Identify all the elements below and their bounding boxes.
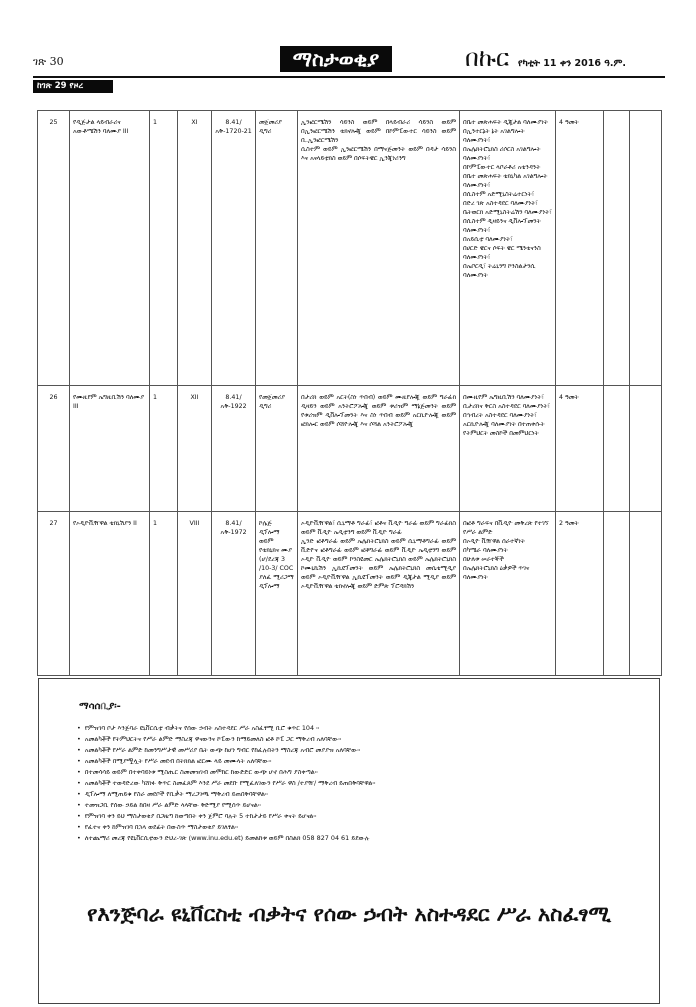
list-item: • አመልካቾች ተወዳድረው ካሸነፉ ቅጥር ስመፈጸም እንደ ሥራ መደቡ የሚፈለገውን የሥራ ዋስ /ተያዥ/ ማቅረብ ይጠበቅባቸዋል፡፡ [77, 778, 637, 789]
required-qualification: ኮሌጅ ዲፕሎማ ወይም የቴክኒክና ሙያ (ሆ/ደረጃ 3 /10-3/ COC ያለፈ ሚሪጋማ ዲፕሎማ [256, 512, 298, 676]
vacancy-count: 1 [150, 111, 178, 386]
newspaper-name: በኩር [465, 44, 510, 72]
job-code: 8.41/አቅ-1972 [212, 512, 256, 676]
empty-cell [604, 111, 630, 386]
job-code: 8.41/አቅ-1922 [212, 386, 256, 512]
list-item: • በተመሳሳይ ወይም በተቀባይነቱ ሚስጢር ስመመዝገብ መሞከር ከውድድር ውጭ ሆኖ በሕግ ያስቀጣል፡፡ [77, 767, 637, 778]
issuer-title: የእንጅባራ ዩኒቨርስቲ ብቃትና የሰው ኃብት አስተዳደር ሥራ አስፈፃሚ [87, 901, 611, 926]
header-rule [33, 76, 665, 78]
job-grade: XII [178, 386, 212, 512]
field-of-study: ኦዲዮቪዥዋል፣ ሲኒማቶ ግራፊ፣ ፎቶና ቪዲዮ ግራፊ ወይም ግራፊክስ ወይም ቪዲዮ ኤዲቲንግ ወይም ቪዲዮ ግራፊ ኢንድ ፎቶግራፊ ወይም ኤሌክትሮኒክስ ወይም ሲኒማቶግራፊ ወይም ቪድዮና ፎቶግራፊ ወይም ፎቶግራፊ ወይም ቪዲዮ ኤዲቲንግ ወይም ኦዲዮ ቪዲዮ ወይም ኮንስዩመር ኤሌክትሮኒክስ ወይም ኤሌክትሮኒክስ ኮሙኒኬሽን ኢኪዩፕመንት ወይም ኤሌክትሮኒክስ መሴቴሚዲያ ወይም ኦዲዮቪዥዋል ኢኪዩፕመንት ወይም ዲጂታል ሚዲያ ወይም ኦዲዮቪዥዋል ቴክኖሎጂ ወይም ድምጽ ፕሮዳክሽን [298, 512, 460, 676]
job-code: 8.41/አቅ-1720-21 [212, 111, 256, 386]
empty-cell [630, 111, 662, 386]
notes-heading: ማሳሰቢያ፡- [79, 701, 121, 712]
masthead-banner: ማስታወቂያ [280, 46, 392, 72]
list-item: • ዲፕሎማ ለሚጠይቁ የስራ መደቦች የቢቃት ማረጋገጫ ማቅረብ ይጠበቅባቸዋል፡፡ [77, 789, 637, 800]
row-number: 26 [38, 386, 70, 512]
table-row [38, 386, 662, 512]
empty-cell [604, 386, 630, 512]
vacancy-table [37, 110, 662, 676]
list-item: • ለተጨማሪ መረጃ የዩኒቨርሲቲውን ድህረ-ገጽ (www.inu.edu.et) ይመልከቱ ወይም በስልክ 058 827 04 61 ይደውሉ [77, 833, 637, 844]
row-number: 25 [38, 111, 70, 386]
empty-cell [630, 512, 662, 676]
page-number: ገጽ 30 [33, 55, 64, 68]
job-title: የሙዚየም ኤግዚቢሽን ባለሙያ III [70, 386, 150, 512]
row-number: 27 [38, 512, 70, 676]
list-item: • የምዝገባ ቀን ይህ ማስታወቂያ በጋዜጣ ከወጣበት ቀን ጀምሮ ባሉት 5 ተከታታይ የሥራ ቀናት ይሆናል፡፡ [77, 811, 637, 822]
list-item: • የምዝገባ ቦታ እንጅባራ ዩኒቨርሲቲ ብቃትና የሰው ኃብት አስተዳደር ሥራ አስፈፃሚ ቢሮ ቁጥር 104 ፡፡ [77, 723, 637, 734]
work-experience: በሙዚየም ኤግዚቢሽን ባለሙያነት፣ ቢታሪክና ቅርስ አስተዳደር ባለሙያነት፣ በኅብረት አስተዳደር ባለሙያነት፣ አርኪዮሎጂ ባለሙያነት በተጠቀሱት የትምህርት መስኮች በመምህርነት [460, 386, 556, 512]
continued-from-label: ከገጽ 29 የዞረ [33, 80, 113, 93]
empty-cell [630, 386, 662, 512]
required-qualification: የመጀመሪያ ዲግሪ [256, 386, 298, 512]
empty-cell [604, 512, 630, 676]
experience-years: 2 ዓመት [556, 512, 604, 676]
list-item: • ተመዝጋቢ የሰው ኃይል ከበዛ ሥራ ልምድ ላላቸው ቅድሚያ የሚሰጥ ይሆናል፡፡ [77, 800, 637, 811]
notes-box [38, 678, 660, 1004]
table-row [38, 512, 662, 676]
job-grade: VIII [178, 512, 212, 676]
work-experience: በቤተ መጽሐፍት ዲጂታል ባለሙያነት በኢንተርኔት ኔት አገልግሎት ባለሙያነት፣ በኤሌክትሮኒክስ ሪሶርስ አገልግሎት ባለሙያነት፣ በኮምፒውተር ላቦራቶሪ አቴንዳንት በቤተ መጽሐፍት ቴክኒካል አገልግሎት ባለሙያነት፣ በሲስተም አድሚኒስትሬተርነት፣ በድረ ገጽ አስተዳደር ባለሙያነት፣ ቤትወርክ አድሚኒስትሬሽን ባለሙያነት፣ በሲስተም ዲዛይንና ዲቨሎፕመንት ባለሙያነት፣ በአይሲቲ ባለሙያነት፣ በሀርድ ዌርና ሶፍት ዌር ሜንቴናንስ ባለሙያነት፣ በኤቦርዲ፣ ትሬኒንግ ኮንስልታንሲ ባለሙያነት [460, 111, 556, 386]
field-of-study: ኢንፎርሜሽን ሳይንስ ወይም በላይብራሪ ሳይንስ ወይም በኢንፎርሜሽን ቴክኖሎጂ ወይም በኮምፒውተር ሳይንስ ወይም ቢ.ኢንፎርሜሽን ሲስተም ወይም ኢንፎርሜሽን በማናጅመንት ወይም በዳታ ሳይንስ እና አናላይቲክስ ወይም በሶፍትዌር ኢንጂነሪንግ [298, 111, 460, 386]
job-title: የዲጅታል ላይብራሪና አውቶሜሽን ባለሙያ III [70, 111, 150, 386]
work-experience: በፎቶ ግራፍና በቪዲዮ መቅረጽ የተገኘ የሥራ ልምድ በኦዲዮ ቪዥዋል ሰራተኛነት በካሜራ ባለሙያነት በሁለቱ ሠራተኞች በኤሌክትሮኒክስ ዕቃዎች ጥገና ባለሙያነት [460, 512, 556, 676]
vacancy-count: 1 [150, 386, 178, 512]
field-of-study: በታሪክ ወይም አርት(ስነ ጥበብ) ወይም ሙዚየሎጂ ወይም ግራፊክ ዲዛይን ወይም አንትሮፖሎጂ ወይም ቱሪዝም ማኔጅመንት ወይም የቱሪዝም ዲቨሎፕመንት እና ስነ ጥበብ ወይም አርኪዮሎጂ ወይም ፎክሎር ወይም ሶሸዮሎጂ እና ሶሻል አንትሮፖሎጂ [298, 386, 460, 512]
job-title: የኦዲዮቪዥዋል ቴክኒሽያን II [70, 512, 150, 676]
job-grade: XI [178, 111, 212, 386]
issue-date: የካቲት 11 ቀን 2016 ዓ.ም. [518, 58, 626, 69]
notes-list [77, 723, 637, 844]
list-item: • አመልካቾች የሥራ ልምድ ከመንግሥታዊ መሥሪያ ቤት ውጭ ከሆነ ግብር የከፈሉበትን ማስረጃ አብሮ መያያዝ አለባቸው፡፡ [77, 745, 637, 756]
list-item: • አመልካቾች የትምህርትና የሥራ ልምድ ማስረጃ ዋናውንና ኮፒውን ከማይመለስ ፎቶ ኮፒ ጋር ማቅረብ አለባቸው፡፡ [77, 734, 637, 745]
table-row [38, 111, 662, 386]
experience-years: 4 ዓመት [556, 111, 604, 386]
required-qualification: መጀመሪያ ዲግሪ [256, 111, 298, 386]
vacancy-count: 1 [150, 512, 178, 676]
list-item: • አመልካቾች በሚያሟሏት የሥራ መደብ በትክክል ፎርሙ ላይ መሙላት አለባቸው፡፡ [77, 756, 637, 767]
experience-years: 4 ዓመት [556, 386, 604, 512]
list-item: • የፈተና ቀን ከምዝገባ በኋላ ወደፊት በውስጥ ማስታወቂያ ይገለፃል፡፡ [77, 822, 637, 833]
